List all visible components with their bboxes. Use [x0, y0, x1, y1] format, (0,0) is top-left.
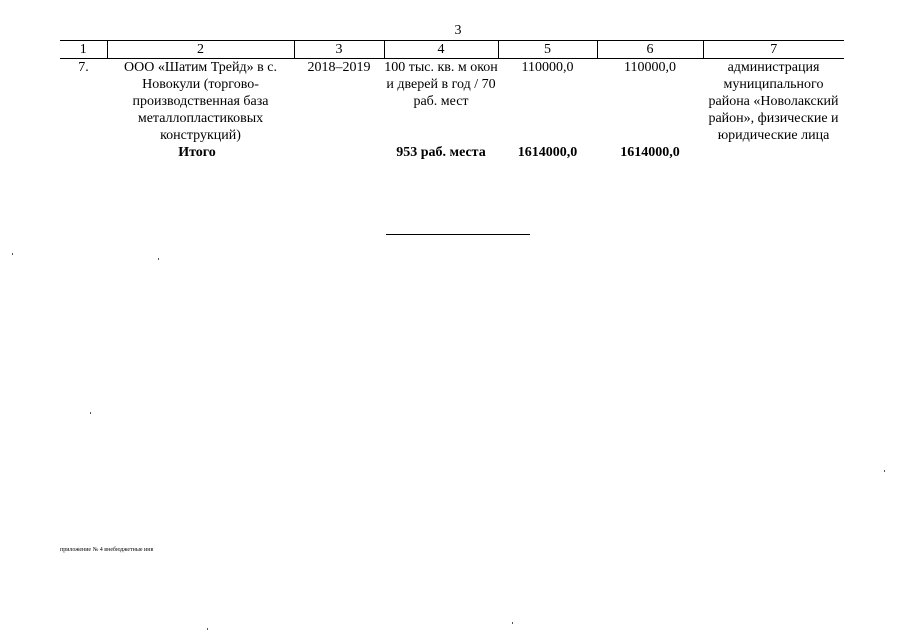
scan-speck: [12, 253, 13, 255]
scan-speck: [207, 628, 208, 630]
total-label: Итого: [178, 145, 216, 160]
column-header-3: 3: [294, 41, 384, 59]
project-period: 2018–2019: [307, 60, 371, 75]
scan-speck: [884, 470, 885, 472]
scan-speck: [90, 412, 91, 414]
page-number: 3: [454, 23, 462, 38]
total-value-col5: 1614000,0: [517, 145, 578, 160]
closing-rule: [386, 234, 530, 235]
footer-note: приложение № 4 внебюджетные инв: [60, 547, 154, 553]
project-value-col5: 110000,0: [521, 60, 574, 75]
column-header-6: 6: [597, 41, 703, 59]
total-capacity: 953 раб. места: [396, 145, 486, 160]
table-row: [60, 59, 844, 145]
investment-table: [60, 40, 844, 161]
column-header-4: 4: [384, 41, 498, 59]
total-row: [60, 144, 844, 161]
column-header-7: 7: [703, 41, 844, 59]
project-participants: администрация муниципального района «Новолакский район», физические и юридические лица: [708, 60, 839, 143]
column-header-2: 2: [107, 41, 294, 59]
table-header-row: [60, 41, 844, 59]
total-value-col6: 1614000,0: [620, 145, 680, 160]
scan-speck: [512, 622, 513, 624]
row-number: 7.: [78, 60, 89, 75]
total-empty: [294, 144, 384, 161]
total-empty-col7: [703, 144, 844, 161]
project-name: ООО «Шатим Трейд» в с. Новокули (торгово-производственная база металлопластиковых конструкций): [124, 60, 277, 143]
project-value-col6: 110000,0: [624, 60, 676, 75]
scan-speck: [158, 258, 159, 260]
column-header-5: 5: [498, 41, 597, 59]
column-header-1: 1: [60, 41, 107, 59]
project-capacity: 100 тыс. кв. м окон и дверей в год / 70 раб. мест: [384, 60, 498, 109]
